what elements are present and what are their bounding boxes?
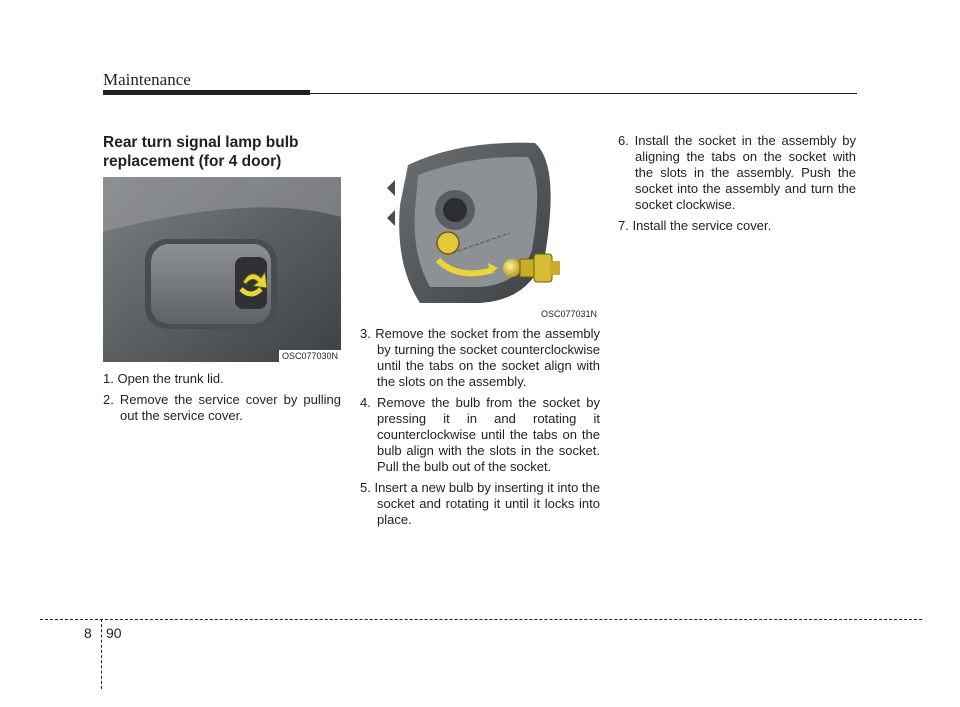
step-text: Insert a new bulb by inserting it into the socket and rotating it until it locks into place. xyxy=(374,480,600,527)
section-number: 8 xyxy=(84,625,92,641)
header-rule-thick xyxy=(103,90,310,95)
step-number: 1. xyxy=(103,371,114,386)
socket-removal-figure xyxy=(360,135,600,320)
trunk-service-cover-illustration xyxy=(103,177,341,362)
step-item xyxy=(618,133,856,213)
step-item xyxy=(360,395,600,475)
step-item xyxy=(103,371,341,387)
step-item xyxy=(618,218,856,234)
steps-column-2 xyxy=(360,326,600,533)
heading-line-1: Rear turn signal lamp bulb xyxy=(103,134,299,151)
step-item xyxy=(360,326,600,390)
procedure-heading xyxy=(103,133,343,171)
step-number: 4. xyxy=(360,395,371,410)
heading-line-2: replacement (for 4 door) xyxy=(103,153,282,170)
step-text: Install the service cover. xyxy=(632,218,772,233)
step-number: 2. xyxy=(103,392,114,407)
footer-rule xyxy=(40,619,922,620)
steps-column-1 xyxy=(103,371,341,429)
figure-code-label: OSC077030N xyxy=(279,350,341,362)
figure-code-label: OSC077031N xyxy=(540,309,597,319)
footer-divider xyxy=(101,619,102,689)
steps-column-3 xyxy=(618,133,856,239)
step-text: Remove the socket from the assembly by turning the socket counterclockwise until the tabs on the socket align with the slots on the assembly. xyxy=(375,326,600,389)
step-text: Remove the bulb from the socket by pressing it in and rotating it counterclockwise until the tabs on the bulb align with the slots in the socket. Pull the bulb out of the socket. xyxy=(376,395,600,474)
step-item xyxy=(103,392,341,424)
header-rule-thin xyxy=(310,93,857,94)
trunk-service-cover-figure xyxy=(103,177,341,362)
step-text: Open the trunk lid. xyxy=(117,371,224,386)
step-text: Install the socket in the assembly by aligning the tabs on the socket with the slots in the assembly. Push the socket into the assembly and turn the socket clockwise. xyxy=(634,133,856,212)
step-number: 5. xyxy=(360,480,371,495)
socket-removal-illustration xyxy=(360,135,600,320)
step-text: Remove the service cover by pulling out the service cover. xyxy=(119,392,341,423)
page-number: 90 xyxy=(106,625,122,641)
step-number: 3. xyxy=(360,326,371,341)
step-item xyxy=(360,480,600,528)
step-number: 7. xyxy=(618,218,629,233)
section-title: Maintenance xyxy=(103,70,191,89)
step-number: 6. xyxy=(618,133,629,148)
